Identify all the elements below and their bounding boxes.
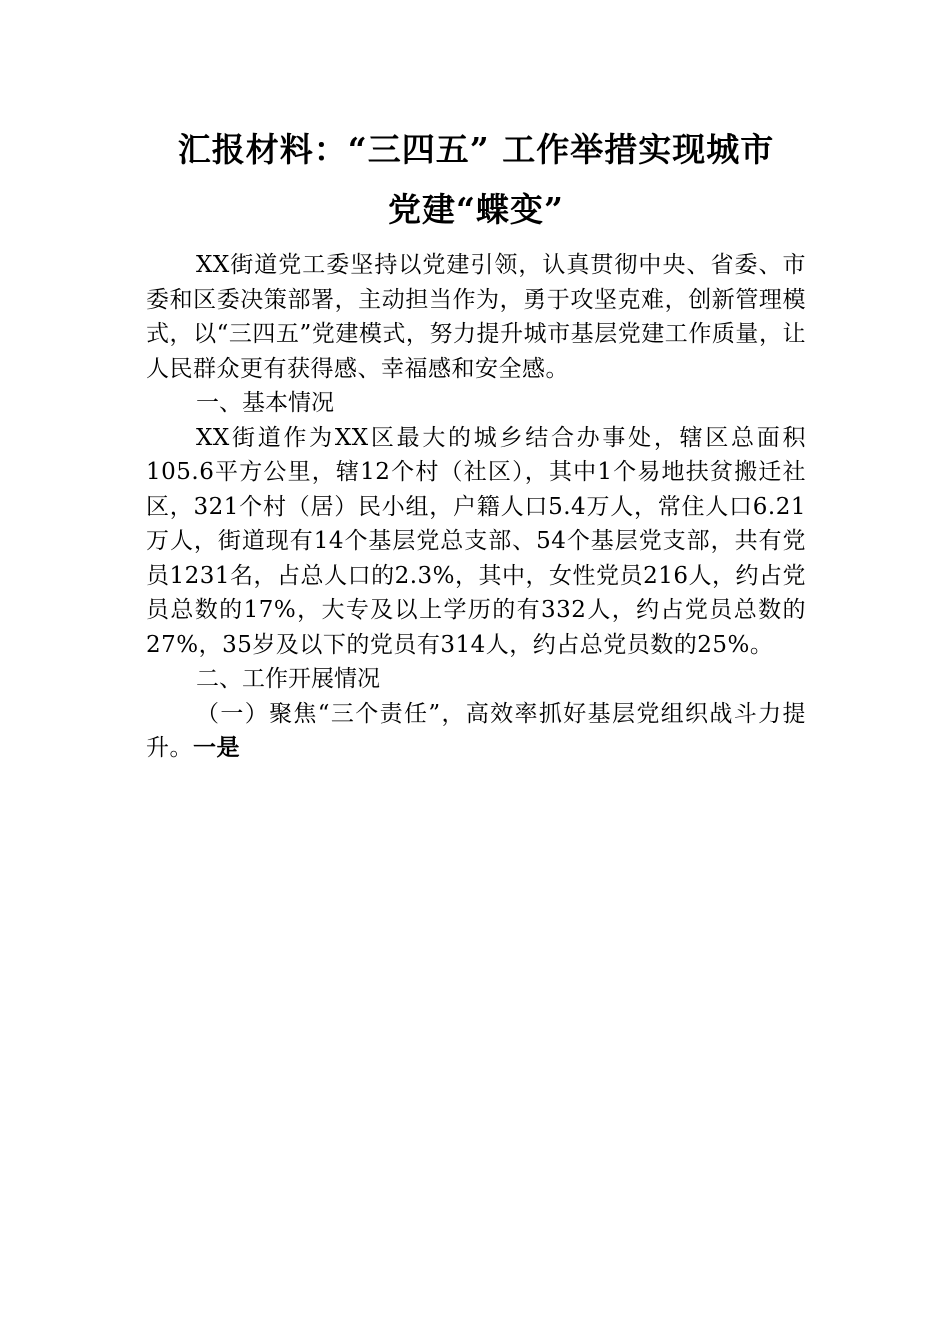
title-line-2: 党建“蝶变”: [388, 190, 564, 229]
subsection-paragraph: [146, 697, 806, 766]
basic-info-paragraph: XX街道作为XX区最大的城乡结合办事处，辖区总面积105.6平方公里，辖12个村（社区），其中1个易地扶贫搬迁社区，321个村（居）民小组，户籍人口5.4万人，常住人口6.21万人，街道现有14个基层党总支部、54个基层党支部，共有党员1231名，占总人口的2.3%，其中，女性党员216人，约占党员总数的17%，大专及以上学历的有332人，约占党员总数的27%，35岁及以下的党员有314人，约占总党员数的25%。: [146, 424, 806, 658]
title-line-1: 汇报材料：“三四五” 工作举措实现城市: [177, 130, 775, 169]
document-page: [146, 120, 806, 766]
subsection-text: （一）聚焦“三个责任”，高效率抓好基层党组织战斗力提升。: [146, 700, 806, 761]
intro-paragraph: XX街道党工委坚持以党建引领，认真贯彻中央、省委、市委和区委决策部署，主动担当作为，勇于攻坚克难，创新管理模式，以“三四五”党建模式，努力提升城市基层党建工作质量，让人民群众更有获得感、幸福感和安全感。: [146, 252, 806, 382]
document-title: [146, 120, 806, 240]
subsection-tail: 一是: [193, 734, 240, 761]
section-heading-basic-info: 一、基本情况: [196, 390, 334, 416]
section-heading-work-progress: 二、工作开展情况: [196, 666, 380, 692]
